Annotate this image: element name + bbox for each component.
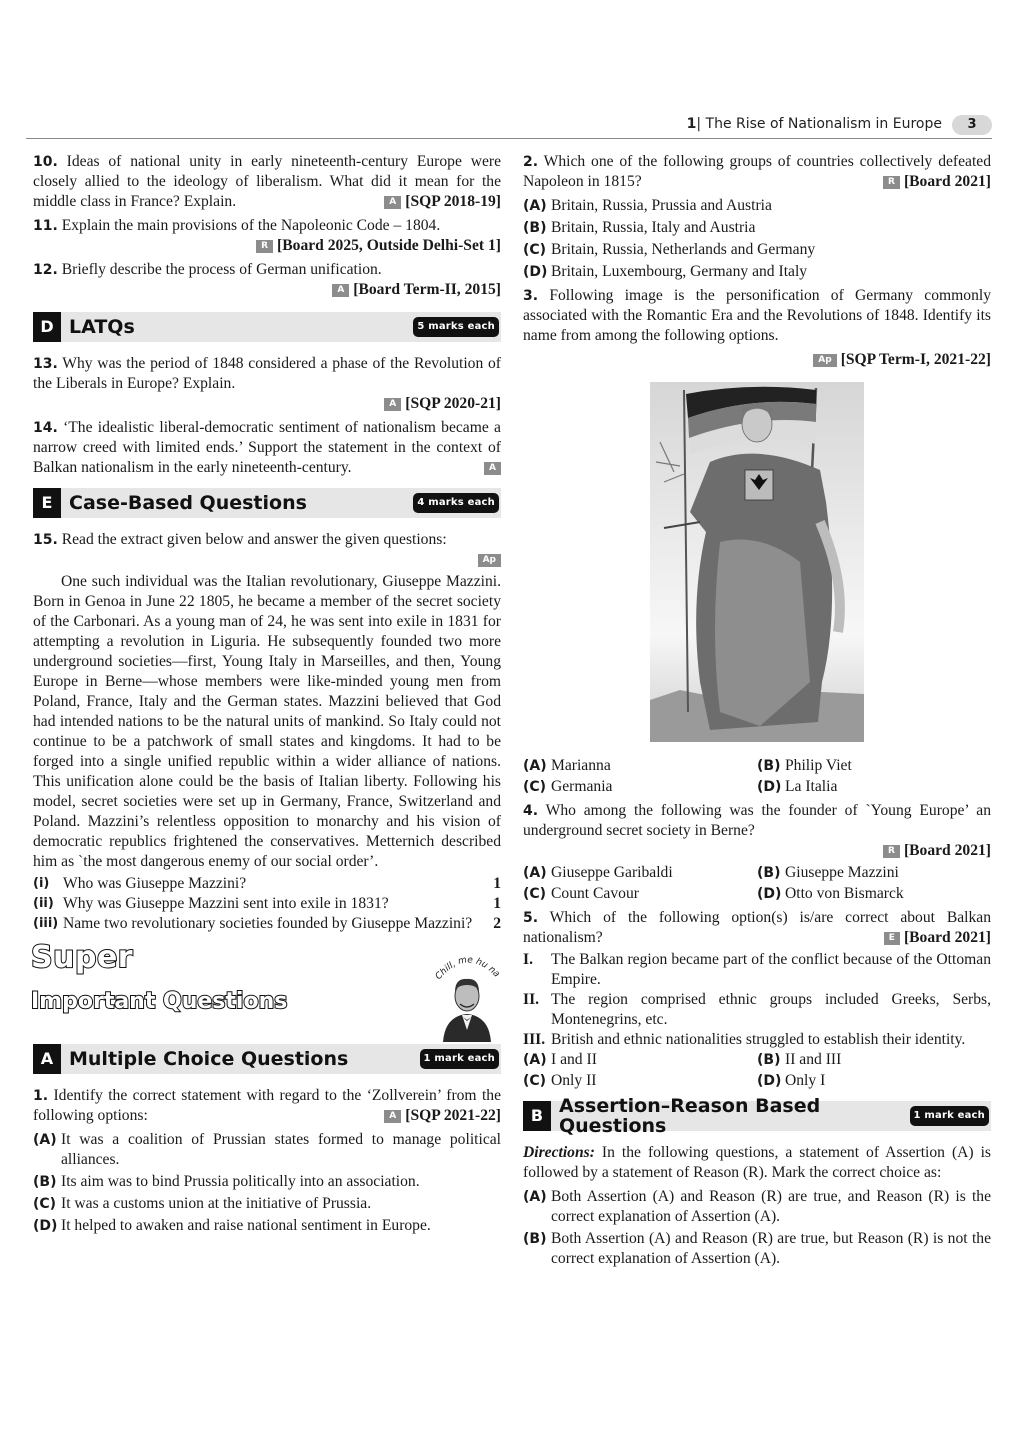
question-text: ‘The idealistic liberal-democratic sentiment of nationalism became a narrow creed with limited ends.’ Support the statement in the context of Balkan nationalism in the early nineteenth-century. xyxy=(33,419,501,476)
option: (C) Count Cavour xyxy=(523,885,639,902)
option: (A) Britain, Russia, Prussia and Austria xyxy=(523,197,772,214)
option: (C) It was a customs union at the initiative of Prussia. xyxy=(33,1195,372,1212)
mcq-1 xyxy=(33,1086,501,1126)
super-important-banner xyxy=(31,940,501,1042)
section-letter: E xyxy=(33,488,61,518)
question-source: R [Board 2021] xyxy=(883,172,991,192)
option: (A) Both Assertion (A) and Reason (R) are true, and Reason (R) is the correct explanation of Assertion (A). xyxy=(523,1188,991,1225)
question-14 xyxy=(33,418,501,478)
option: (B) Both Assertion (A) and Reason (R) are true, but Reason (R) is not the correct explanation of Assertion (A). xyxy=(523,1230,991,1267)
option-row xyxy=(523,756,991,776)
option: (D) Britain, Luxembourg, Germany and Italy xyxy=(523,263,808,280)
question-15 xyxy=(33,530,501,550)
difficulty-tag: A xyxy=(384,196,401,209)
option: (A) Giuseppe Garibaldi xyxy=(523,864,673,881)
option: (B) Britain, Russia, Italy and Austria xyxy=(523,219,756,236)
section-title: LATQs xyxy=(69,316,135,338)
option-row xyxy=(523,1050,991,1070)
difficulty-tag: R xyxy=(883,845,900,858)
chapter-name: | The Rise of Nationalism in Europe xyxy=(696,116,942,132)
difficulty-tag: R xyxy=(256,240,273,253)
option-row xyxy=(523,884,991,904)
difficulty-tag: A xyxy=(484,462,501,475)
question-number: 5. xyxy=(523,910,539,926)
directions-text: In the following questions, a statement of Assertion (A) is followed by a statement of Reason (R). Mark the correct choice as: xyxy=(523,1144,991,1181)
page-header xyxy=(26,114,992,139)
option: (C) Britain, Russia, Netherlands and Germany xyxy=(523,241,816,258)
difficulty-tag: A xyxy=(384,1110,401,1123)
marks-badge: 1 mark each xyxy=(910,1106,989,1126)
option: (C) Only II xyxy=(523,1072,597,1089)
mcq-4 xyxy=(523,801,991,841)
question-text: Following image is the personification of Germany commonly associated with the Romantic Era and the Revolutions of 1848. Identify its name from among the following options. xyxy=(523,287,992,344)
option-row xyxy=(523,777,991,797)
difficulty-tag: E xyxy=(884,932,900,945)
question-10 xyxy=(33,152,501,212)
question-number: 12. xyxy=(33,262,58,278)
directions-label: Directions: xyxy=(523,1144,595,1161)
option: (D) La Italia xyxy=(757,778,838,795)
question-source: R [Board 2021] xyxy=(523,841,991,861)
chapter-number: 1 xyxy=(686,116,697,132)
difficulty-tag: A xyxy=(332,284,349,297)
option: (B) Its aim was to bind Prussia politically into an association. xyxy=(33,1173,420,1190)
option: (D) Only I xyxy=(757,1072,826,1089)
difficulty-tag: R xyxy=(883,176,900,189)
statement: III. British and ethnic nationalities struggled to establish their identity. xyxy=(523,1031,966,1048)
question-source: A [SQP 2018-19] xyxy=(384,192,501,212)
question-number: 2. xyxy=(523,154,539,170)
question-source: Ap [SQP Term-I, 2021-22] xyxy=(523,350,991,370)
sub-question-marks: 1 xyxy=(493,895,501,912)
question-source xyxy=(33,550,501,570)
option: (D) Otto von Bismarck xyxy=(757,885,904,902)
option: (B) II and III xyxy=(757,1051,842,1068)
section-header-case-based xyxy=(33,488,501,518)
option: (C) Germania xyxy=(523,778,613,795)
question-number: 3. xyxy=(523,288,539,304)
question-number: 4. xyxy=(523,803,539,819)
question-number: 11. xyxy=(33,218,58,234)
option: (A) I and II xyxy=(523,1051,597,1068)
question-source: A [SQP 2020-21] xyxy=(33,394,501,414)
case-passage: One such individual was the Italian revolutionary, Giuseppe Mazzini. Born in Genoa in June 22 1805, he became a member of the secret society of the Carbonari. As a young man of 24, he was sent into exile in 1831 for attempting a revolution in Liguria. He subsequently founded two more underground societies—first, Young Italy in Marseilles, and then, Young Europe in Berne—whose members were like-minded young men from Poland, France, Italy and the German states. Mazzini believed that God had intended nations to be the natural units of mankind. So Italy could not continue to be a patchwork of small states and kingdoms. It had to be forged into a single unified republic within a wider alliance of nations. This unification alone could be the basis of Italian liberty. Following his model, secret societies were set up in Germany, France, Switzerland and Poland. Mazzini’s relentless opposition to monarchy and his vision of democratic republics frightened the conservatives. Metternich described him as `the most dangerous enemy of our social order’. xyxy=(33,573,501,870)
section-title: Assertion–Reason Based Questions xyxy=(559,1095,821,1137)
option: (A) Marianna xyxy=(523,757,611,774)
section-letter: B xyxy=(523,1101,551,1131)
sub-question: (ii) Why was Giuseppe Mazzini sent into exile in 1831? 1 xyxy=(33,895,501,912)
section-letter: A xyxy=(33,1044,61,1074)
mascot-illustration xyxy=(433,950,501,1042)
question-text: Ideas of national unity in early nineteenth-century Europe were closely allied to the ideology of liberalism. What did it mean for the middle class in France? Explain. xyxy=(33,153,501,210)
sub-question-marks: 2 xyxy=(493,915,501,932)
option: (D) It helped to awaken and raise national sentiment in Europe. xyxy=(33,1217,431,1234)
question-number: 1. xyxy=(33,1088,49,1104)
option: (B) Giuseppe Mazzini xyxy=(757,864,899,881)
directions xyxy=(523,1143,991,1183)
option: (A) It was a coalition of Prussian states formed to manage political alliances. xyxy=(33,1131,501,1168)
question-number: 14. xyxy=(33,420,58,436)
marks-badge: 4 marks each xyxy=(413,493,499,513)
banner-line-1: Super xyxy=(31,940,134,975)
banner-line-2: Important Questions xyxy=(31,989,288,1014)
section-letter: D xyxy=(33,312,61,342)
difficulty-tag: Ap xyxy=(813,354,836,367)
option-row xyxy=(523,863,991,883)
question-number: 15. xyxy=(33,532,58,548)
question-source xyxy=(484,458,501,478)
question-13 xyxy=(33,354,501,394)
question-source: A [SQP 2021-22] xyxy=(384,1106,501,1126)
question-text: Which one of the following groups of countries collectively defeated Napoleon in 1815? xyxy=(523,153,991,190)
question-text: Explain the main provisions of the Napoleonic Code – 1804. xyxy=(61,217,441,234)
question-text: Who among the following was the founder of `Young Europe’ an underground secret society in Berne? xyxy=(523,802,992,839)
difficulty-tag: Ap xyxy=(478,554,501,567)
section-title: Case-Based Questions xyxy=(69,492,307,514)
question-text: Read the extract given below and answer the given questions: xyxy=(61,531,447,548)
mcq-5 xyxy=(523,908,991,948)
question-12 xyxy=(33,260,501,280)
question-number: 10. xyxy=(33,154,58,170)
sub-question-marks: 1 xyxy=(493,875,501,892)
difficulty-tag: A xyxy=(384,398,401,411)
option: (B) Philip Viet xyxy=(757,757,852,774)
question-text: Identify the correct statement with regard to the ‘Zollverein’ from the following options: xyxy=(33,1087,501,1124)
statement: I. The Balkan region became part of the conflict because of the Ottoman Empire. xyxy=(523,951,991,988)
question-text: Briefly describe the process of German unification. xyxy=(61,261,382,278)
option-row xyxy=(523,1071,991,1091)
section-title: Multiple Choice Questions xyxy=(69,1048,349,1070)
section-header-assertion-reason xyxy=(523,1095,991,1137)
sub-question: (iii) Name two revolutionary societies founded by Giuseppe Mazzini? 2 xyxy=(33,915,501,932)
marks-badge: 1 mark each xyxy=(420,1049,499,1069)
left-column xyxy=(33,152,501,1238)
germania-image xyxy=(650,382,864,742)
question-source: A [Board Term-II, 2015] xyxy=(33,280,501,300)
mcq-3 xyxy=(523,286,991,346)
marks-badge: 5 marks each xyxy=(413,317,499,337)
question-source: E [Board 2021] xyxy=(884,928,991,948)
sub-question: (i) Who was Giuseppe Mazzini? 1 xyxy=(33,875,501,892)
question-text: Which of the following option(s) is/are correct about Balkan nationalism? xyxy=(523,909,991,946)
page-number: 3 xyxy=(952,115,992,135)
chapter-title xyxy=(687,116,942,132)
mascot-caption: Chill, me hu na xyxy=(433,955,501,982)
section-header-latqs xyxy=(33,312,501,342)
question-text: Why was the period of 1848 considered a phase of the Revolution of the Liberals in Europe? Explain. xyxy=(33,355,501,392)
question-number: 13. xyxy=(33,356,58,372)
question-11 xyxy=(33,216,501,236)
question-source: R [Board 2025, Outside Delhi-Set 1] xyxy=(33,236,501,256)
right-column xyxy=(523,152,991,1271)
statement: II. The region comprised ethnic groups included Greeks, Serbs, Montenegrins, etc. xyxy=(523,991,991,1028)
section-header-mcq xyxy=(33,1044,501,1074)
mcq-2 xyxy=(523,152,991,192)
